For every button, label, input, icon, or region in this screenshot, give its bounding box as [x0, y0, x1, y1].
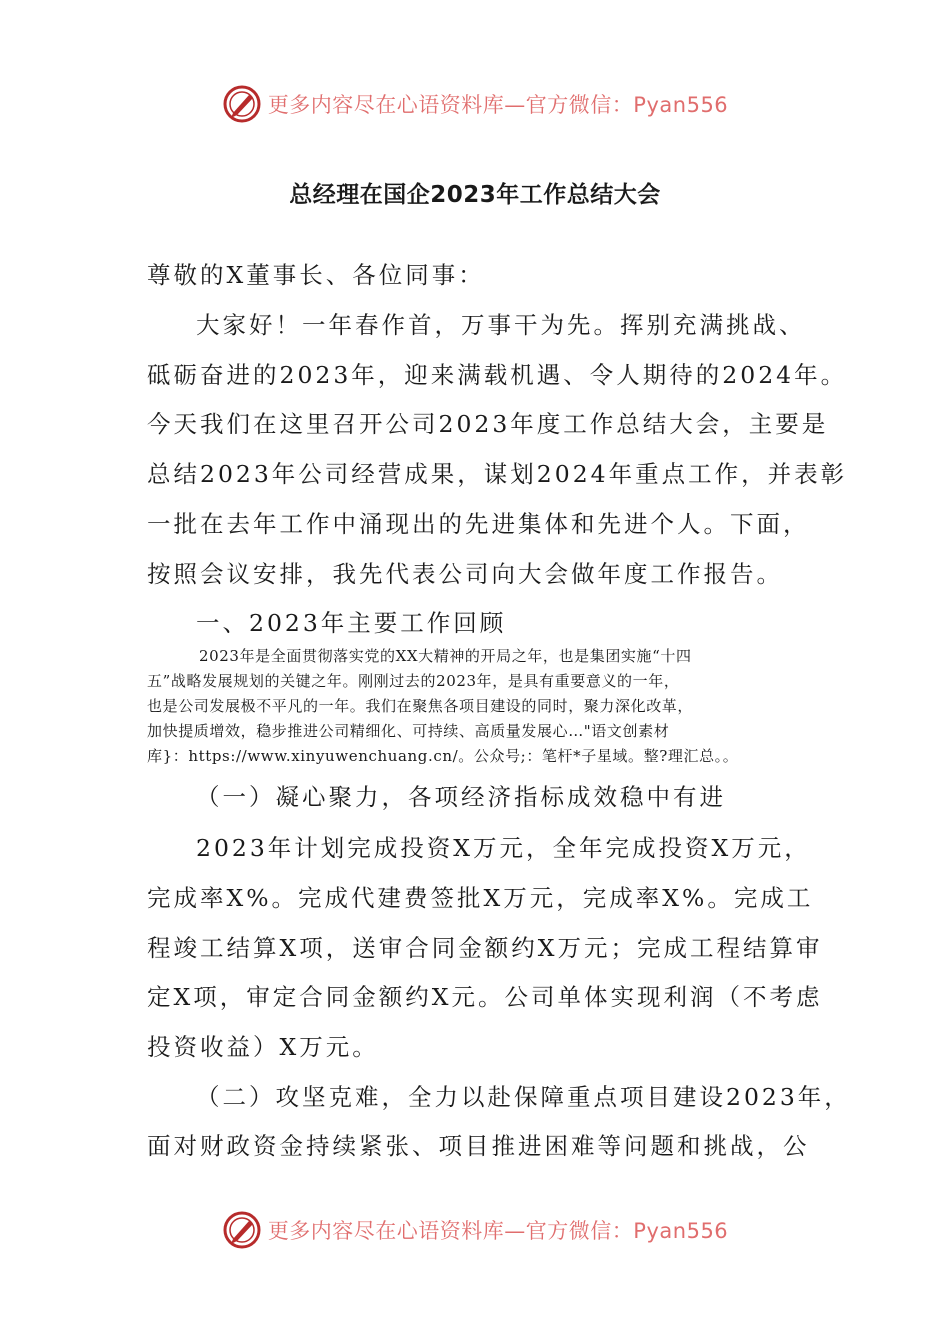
small-paragraph-line: 加快提质增效，稳步推进公司精细化、可持续、高质量发展心…"语文创素材	[147, 722, 670, 740]
banner-text: 更多内容尽在心语资料库—官方微信：Pyan556	[267, 1219, 729, 1243]
section-heading: 一、2023年主要工作回顾	[196, 609, 507, 637]
small-paragraph-line: 也是公司发展极不平凡的一年。我们在聚焦各项目建设的同时，聚力深化改革，	[147, 697, 694, 715]
subsection-heading: （一）凝心聚力，各项经济指标成效稳中有进	[196, 783, 726, 811]
small-paragraph	[147, 644, 807, 769]
document-title: 总经理在国企2023年工作总结大会	[289, 182, 661, 208]
paragraph-line: 面对财政资金持续紧张、项目推进困难等问题和挑战，公	[147, 1132, 810, 1160]
subsection-heading: （二）攻坚克难，全力以赴保障重点项目建设2023年，	[196, 1083, 851, 1111]
paragraph-line: 程竣工结算X项，送审合同金额约X万元；完成工程结算审	[147, 934, 823, 962]
small-paragraph-line: 2023年是全面贯彻落实党的XX大精神的开局之年，也是集团实施“十四	[199, 647, 692, 665]
paragraph-line: 总结2023年公司经营成果，谋划2024年重点工作，并表彰	[147, 460, 848, 488]
paragraph-line: 完成率X%。完成代建费签批X万元，完成率X%。完成工	[147, 884, 814, 912]
salutation: 尊敬的X董事长、各位同事：	[147, 261, 485, 289]
paragraph-line: 砥砺奋进的2023年，迎来满载机遇、令人期待的2024年。	[147, 361, 848, 389]
seal-logo-icon	[222, 1210, 262, 1250]
paragraph-line: 2023年计划完成投资X万元，全年完成投资X万元，	[196, 834, 811, 862]
small-paragraph-line: 五”战略发展规划的关键之年。刚刚过去的2023年，是具有重要意义的一年，	[147, 672, 680, 690]
paragraph-line: 大家好！一年春作首，万事干为先。挥别充满挑战、	[196, 311, 806, 339]
banner-text: 更多内容尽在心语资料库—官方微信：Pyan556	[267, 93, 729, 117]
paragraph-line: 定X项，审定合同金额约X元。公司单体实现利润（不考虑	[147, 983, 823, 1011]
seal-logo-icon	[222, 84, 262, 124]
footer-banner	[0, 1208, 950, 1252]
paragraph-line: 投资收益）X万元。	[147, 1033, 379, 1061]
paragraph-line: 按照会议安排，我先代表公司向大会做年度工作报告。	[147, 560, 783, 588]
header-banner	[0, 82, 950, 126]
paragraph-line: 一批在去年工作中涌现出的先进集体和先进个人。下面，	[147, 510, 810, 538]
small-paragraph-line: 库}：https://www.xinyuwenchuang.cn/。公众号;：笔杆*子星域。整?理汇总。。	[147, 747, 739, 765]
paragraph-line: 今天我们在这里召开公司2023年度工作总结大会，主要是	[147, 410, 829, 438]
